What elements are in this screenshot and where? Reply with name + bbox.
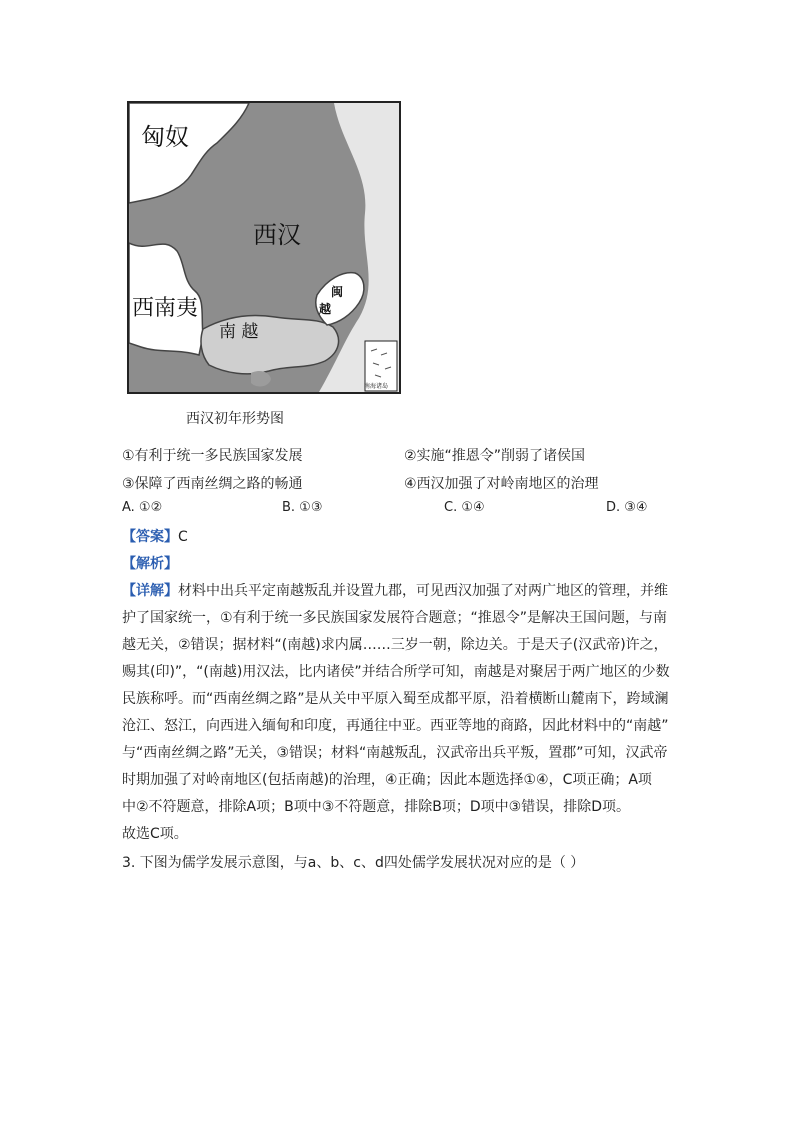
analysis-label: 【解析】: [122, 556, 178, 572]
choice-b: B. ①③: [282, 500, 323, 515]
option-2: ②实施“推恩令”削弱了诸侯国: [404, 448, 586, 464]
detail-line: 越无关，②错误；据材料“(南越)求内属……三岁一朝，除边关。于是天子(汉武帝)许之，: [122, 637, 668, 653]
detail-line: 与“西南丝绸之路”无关，③错误；材料“南越叛乱，汉武帝出兵平叛，置郡”可知，汉武帝: [122, 745, 668, 761]
option-3: ③保障了西南丝绸之路的畅通: [122, 476, 303, 492]
detail-line: 【详解】材料中出兵平定南越叛乱并设置九郡，可见西汉加强了对两广地区的管理，并维: [122, 583, 668, 599]
answer-value: C: [178, 529, 188, 545]
detail-line: 时期加强了对岭南地区(包括南越)的治理，④正确；因此本题选择①④，C项正确；A项: [122, 772, 652, 788]
choice-d: D. ③④: [606, 500, 648, 515]
question-3: 3. 下图为儒学发展示意图，与a、b、c、d四处儒学发展状况对应的是（ ）: [122, 855, 585, 871]
detail-line: 民族称呼。而“西南丝绸之路”是从关中平原入蜀至成都平原，沿着横断山麓南下，跨域澜: [122, 691, 669, 707]
answer-label: 【答案】: [122, 529, 178, 545]
map-label-xiongnu: 匈奴: [141, 123, 189, 151]
detail-label: 【详解】: [122, 583, 178, 599]
map-label-xihan: 西汉: [253, 221, 301, 249]
detail-line: 沧江、怒江，向西进入缅甸和印度，再通往中亚。西亚等地的商路，因此材料中的“南越”: [122, 718, 669, 734]
map-label-nanyue: 南 越: [219, 322, 259, 342]
map-label-minyue-2: 越: [319, 302, 332, 316]
map-caption: 西汉初年形势图: [186, 411, 284, 427]
answer-line: [122, 526, 188, 546]
option-1: ①有利于统一多民族国家发展: [122, 448, 303, 464]
map-label-inset: 南海诸岛: [364, 383, 389, 390]
choice-c: C. ①④: [444, 500, 485, 515]
choice-a: A. ①②: [122, 500, 163, 515]
map-label-minyue-1: 闽: [331, 285, 344, 299]
map-label-xinanyi: 西南夷: [132, 296, 199, 321]
detail-line: 中②不符题意，排除A项；B项中③不符题意，排除B项；D项中③错误，排除D项。: [122, 799, 630, 815]
map-figure: [127, 101, 401, 394]
detail-line: 故选C项。: [122, 826, 188, 842]
detail-line: 赐其(印)”，“(南越)用汉法，比内诸侯”并结合所学可知，南越是对聚居于两广地区的少数: [122, 664, 670, 680]
analysis-line: [122, 553, 178, 573]
detail-paragraph: [122, 578, 674, 848]
detail-line: 护了国家统一，①有利于统一多民族国家发展符合题意；“推恩令”是解决王国问题，与南: [122, 610, 668, 626]
option-4: ④西汉加强了对岭南地区的治理: [404, 476, 599, 492]
